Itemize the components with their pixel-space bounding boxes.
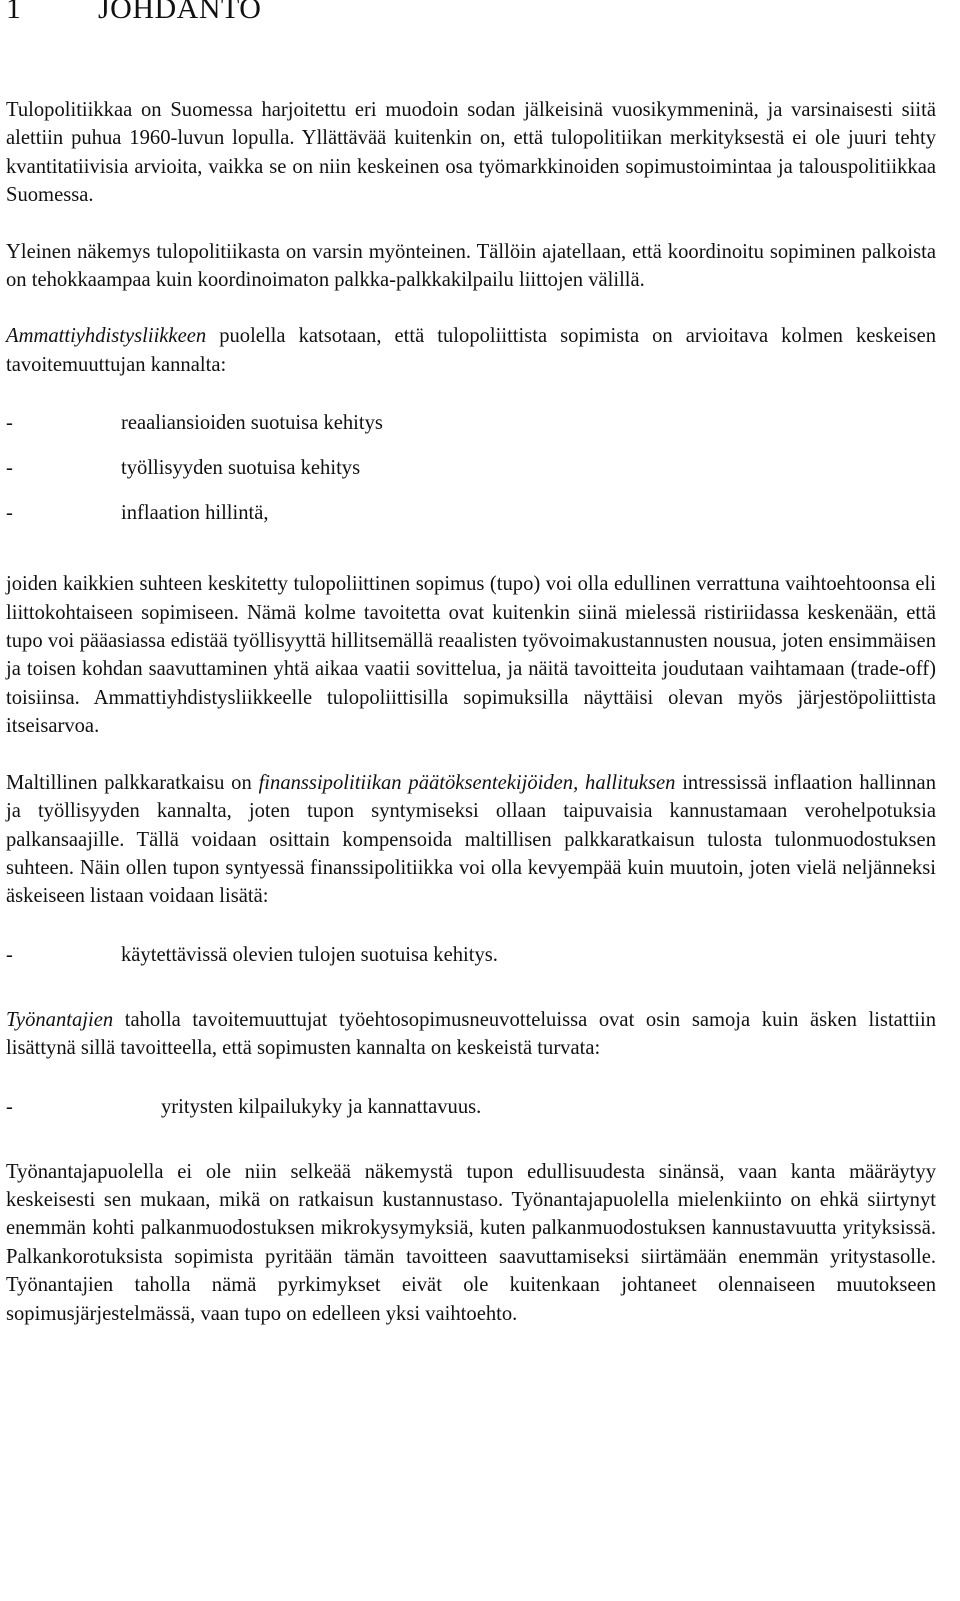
list-dash: - <box>6 943 13 966</box>
chapter-number: 1 <box>6 0 22 25</box>
employer-view-text: taholla tavoitemuuttujat työehtosopimusneuvotteluissa ovat osin samoja kuin äsken listattiin lisättynä sillä tavoitteella, että sopimusten kannalta on keskeistä turvata: <box>6 1008 936 1060</box>
paragraph-fiscal-policy <box>6 769 936 911</box>
list-item <box>6 933 936 978</box>
chapter-heading <box>6 0 936 34</box>
paragraph-tupo-tradeoff: joiden kaikkien suhteen keskitetty tulopoliittinen sopimus (tupo) voi olla edullinen verrattuna vaihtoehtoonsa eli liittokohtaiseen sopimiseen. Nämä kolme tavoitetta ovat kuitenkin siinä mielessä ristiriidassa keskenään, että tupo voi pääasiassa edistää työllisyyttä hillitsemällä reaalisten työvoimakustannusten nousua, joten ensimmäisen ja toisen kohdan saavuttaminen yhtä aikaa vaatii sovittelua, ja näitä tavoitteita joudutaan vaihtamaan (trade-off) toisiinsa. Ammattiyhdistysliikkeelle tulopoliittisilla sopimuksilla näyttäisi olevan myös järjestöpoliittista itseisarvoa. <box>6 573 936 738</box>
list-item-text: yritysten kilpailukyky ja kannattavuus. <box>161 1095 482 1118</box>
fiscal-text-rest: intressissä inflaation hallinnan ja työllisyyden kannalta, joten tupon syntymiseksi ollaan taipuvaisia kannustamaan verohelpotuksia palkansaajille. Tällä voidaan osittain kompensoida maltillisen palkkaratkaisun tulosta tulonmuodostuksen suhteen. Näin ollen tupon syntyessä finanssipolitiikka voi olla kevyempää kuin muutoin, joten vielä neljänneksi äskeiseen listaan voidaan lisätä: <box>6 771 936 908</box>
list-item <box>6 446 936 491</box>
list-item-text: käytettävissä olevien tulojen suotuisa kehitys. <box>121 943 498 966</box>
fiscal-goals-list <box>6 933 936 978</box>
paragraph-intro: Tulopolitiikkaa on Suomessa harjoitettu eri muodoin sodan jälkeisinä vuosikymmeninä, ja varsinaisesti siitä alettiin puhua 1960-luvun lopulla. Yllättävää kuitenkin on, että tulopolitiikan merkityksestä ei ole juuri tehty kvantitatiivisia arvioita, vaikka se on niin keskeinen osa työmarkkinoiden sopimustoimintaa ja talouspolitiikkaa Suomessa. <box>6 99 936 207</box>
paragraph-employer-side: Työnantajapuolella ei ole niin selkeää näkemystä tupon edullisuudesta sinänsä, vaan kanta määräytyy keskeisesti sen mukaan, mikä on ratkaisun kustannustaso. Työnantajapuolella mielenkiinto on ehkä siirtynyt enemmän kohti palkanmuodostuksen mikrokysymyksiä, kuten palkanmuodostuksen kannustavuutta yrityksissä. Palkankorotuksista sopimista pyritään tämän tavoitteen saavuttamiseksi siirtämään enemmän yritystasolle. Työnantajien taholla nämä pyrkimykset eivät ole kuitenkaan johtaneet olennaiseen muutokseen sopimusjärjestelmässä, vaan tupo on edelleen yksi vaihtoehto. <box>6 1160 936 1325</box>
employer-term: Työnantajien <box>6 1008 114 1031</box>
document-page <box>6 0 936 1328</box>
paragraph-employer-view <box>6 1006 936 1063</box>
paragraph-union-view <box>6 322 936 379</box>
fiscal-text-start: Maltillinen palkkaratkaisu on <box>6 771 259 794</box>
list-item <box>6 491 936 536</box>
list-dash: - <box>6 502 13 525</box>
employer-goals-list <box>6 1085 936 1130</box>
paragraph-general-view: Yleinen näkemys tulopolitiikasta on varsin myönteinen. Tällöin ajatellaan, että koordinoitu sopiminen palkoista on tehokkaampaa kuin koordinoimaton palkka-palkkakilpailu liittojen välillä. <box>6 240 936 292</box>
list-item-text: työllisyyden suotuisa kehitys <box>121 457 361 480</box>
list-dash: - <box>6 1095 13 1118</box>
list-item <box>6 1085 936 1130</box>
union-view-text: puolella katsotaan, että tulopoliittista sopimista on arvioitava kolmen keskeisen tavoitemuuttujan kannalta: <box>6 325 936 376</box>
list-item-text: reaaliansioiden suotuisa kehitys <box>121 412 383 435</box>
union-term: Ammattiyhdistysliikkeen <box>6 325 207 348</box>
fiscal-term: finanssipolitiikan päätöksentekijöiden, hallituksen <box>258 771 676 794</box>
chapter-title: JOHDANTO <box>98 0 262 25</box>
list-dash: - <box>6 412 13 435</box>
list-item-text: inflaation hillintä, <box>121 502 269 525</box>
union-goals-list <box>6 401 936 536</box>
list-dash: - <box>6 457 13 480</box>
list-item <box>6 401 936 446</box>
